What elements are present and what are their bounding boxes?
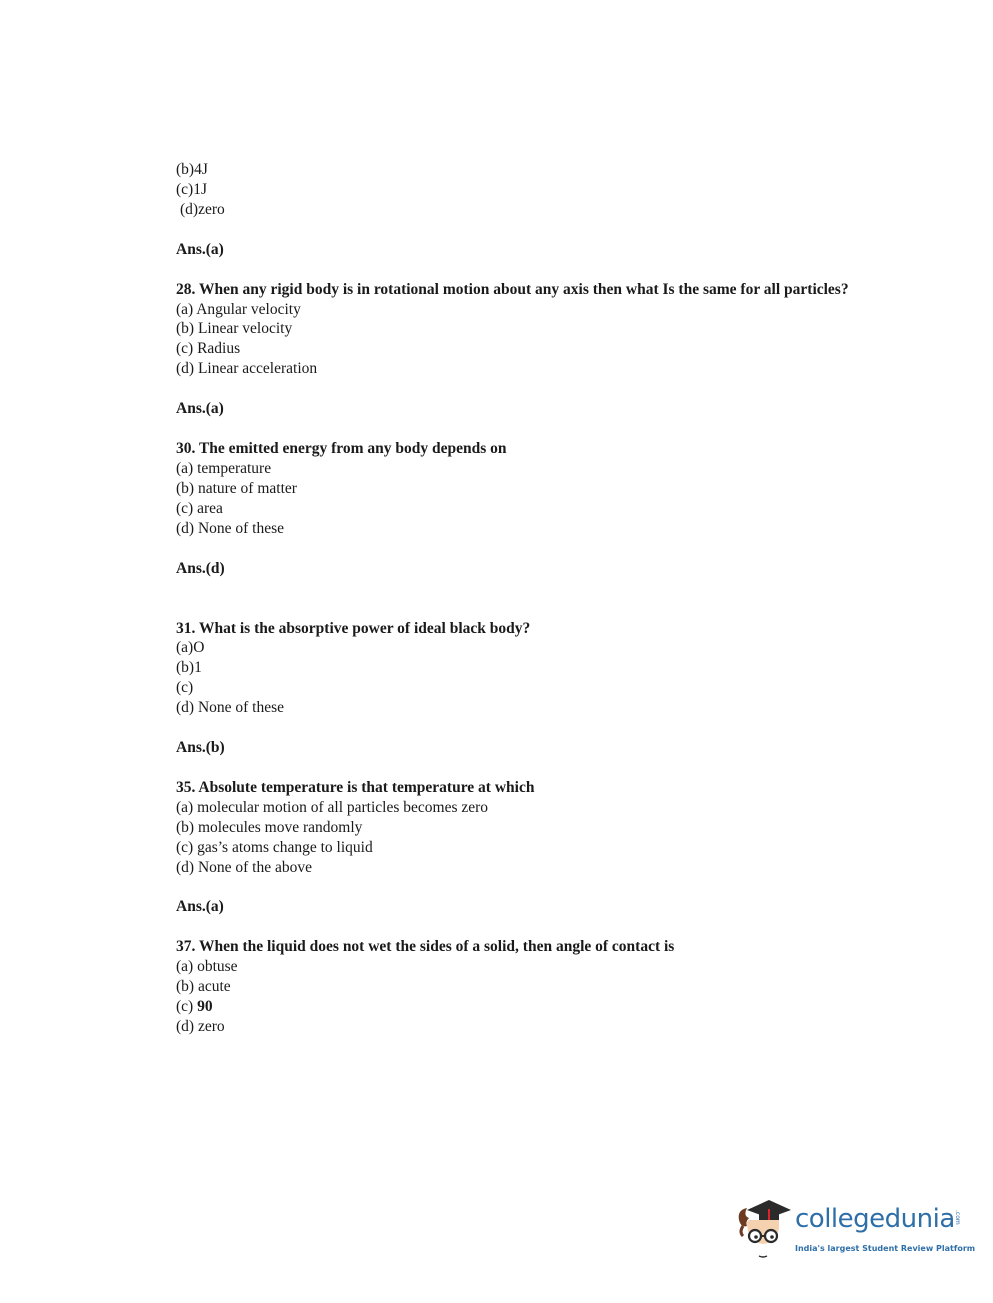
option: (d) None of the above — [176, 858, 313, 876]
answer: Ans.(a) — [176, 400, 224, 418]
question-text: 37. When the liquid does not wet the sides of a solid, then angle of contact is — [176, 938, 675, 956]
option: (b) molecules move randomly — [176, 818, 363, 836]
option: (b) acute — [176, 978, 231, 996]
option: (b)4J — [176, 161, 208, 178]
option: (c)1J — [176, 180, 207, 198]
logo-wordmark: collegedunia — [795, 1204, 955, 1234]
option-value: 90 — [197, 998, 213, 1016]
question-text: 31. What is the absorptive power of ideal black body? — [176, 619, 531, 637]
option-prefix: (c) — [176, 998, 198, 1016]
question-30 — [176, 439, 856, 578]
option: (d) None of these — [176, 699, 285, 717]
option: (a) Angular velocity — [176, 300, 301, 318]
option: (c) gas’s atoms change to liquid — [176, 838, 373, 856]
answer: Ans.(d) — [176, 559, 225, 577]
option: (d) Linear acceleration — [176, 360, 318, 378]
answer: Ans.(a) — [176, 898, 224, 916]
question-text: 28. When any rigid body is in rotational motion about any axis then what Is the same for all particles? — [176, 280, 849, 298]
option: (a) temperature — [176, 459, 272, 477]
question-text: 35. Absolute temperature is that temperature at which — [176, 778, 535, 796]
option: (d) zero — [176, 1018, 225, 1035]
top-options — [176, 160, 856, 220]
logo-com: .com — [954, 1210, 961, 1225]
option: (a) molecular motion of all particles becomes zero — [176, 798, 489, 816]
option: (b) Linear velocity — [176, 320, 293, 338]
option: (c) Radius — [176, 340, 241, 358]
mascot-icon — [733, 1196, 793, 1266]
option: (b) nature of matter — [176, 479, 297, 497]
question-31 — [176, 619, 856, 758]
logo-tagline: India's largest Student Review Platform — [795, 1244, 976, 1253]
question-28 — [176, 280, 856, 419]
option: (c) — [176, 679, 194, 697]
option: (d)zero — [180, 200, 225, 218]
option: (a)O — [176, 639, 205, 657]
option: (a) obtuse — [176, 958, 238, 976]
option: (c) area — [176, 499, 223, 517]
option — [176, 997, 856, 1017]
document-body — [176, 160, 856, 1037]
answer: Ans.(a) — [176, 240, 224, 258]
answer: Ans.(b) — [176, 739, 225, 757]
option: (b)1 — [176, 659, 202, 677]
question-37 — [176, 937, 856, 1037]
question-35 — [176, 778, 856, 917]
question-text: 30. The emitted energy from any body depends on — [176, 440, 507, 458]
collegedunia-logo — [733, 1196, 976, 1268]
option: (d) None of these — [176, 519, 285, 537]
